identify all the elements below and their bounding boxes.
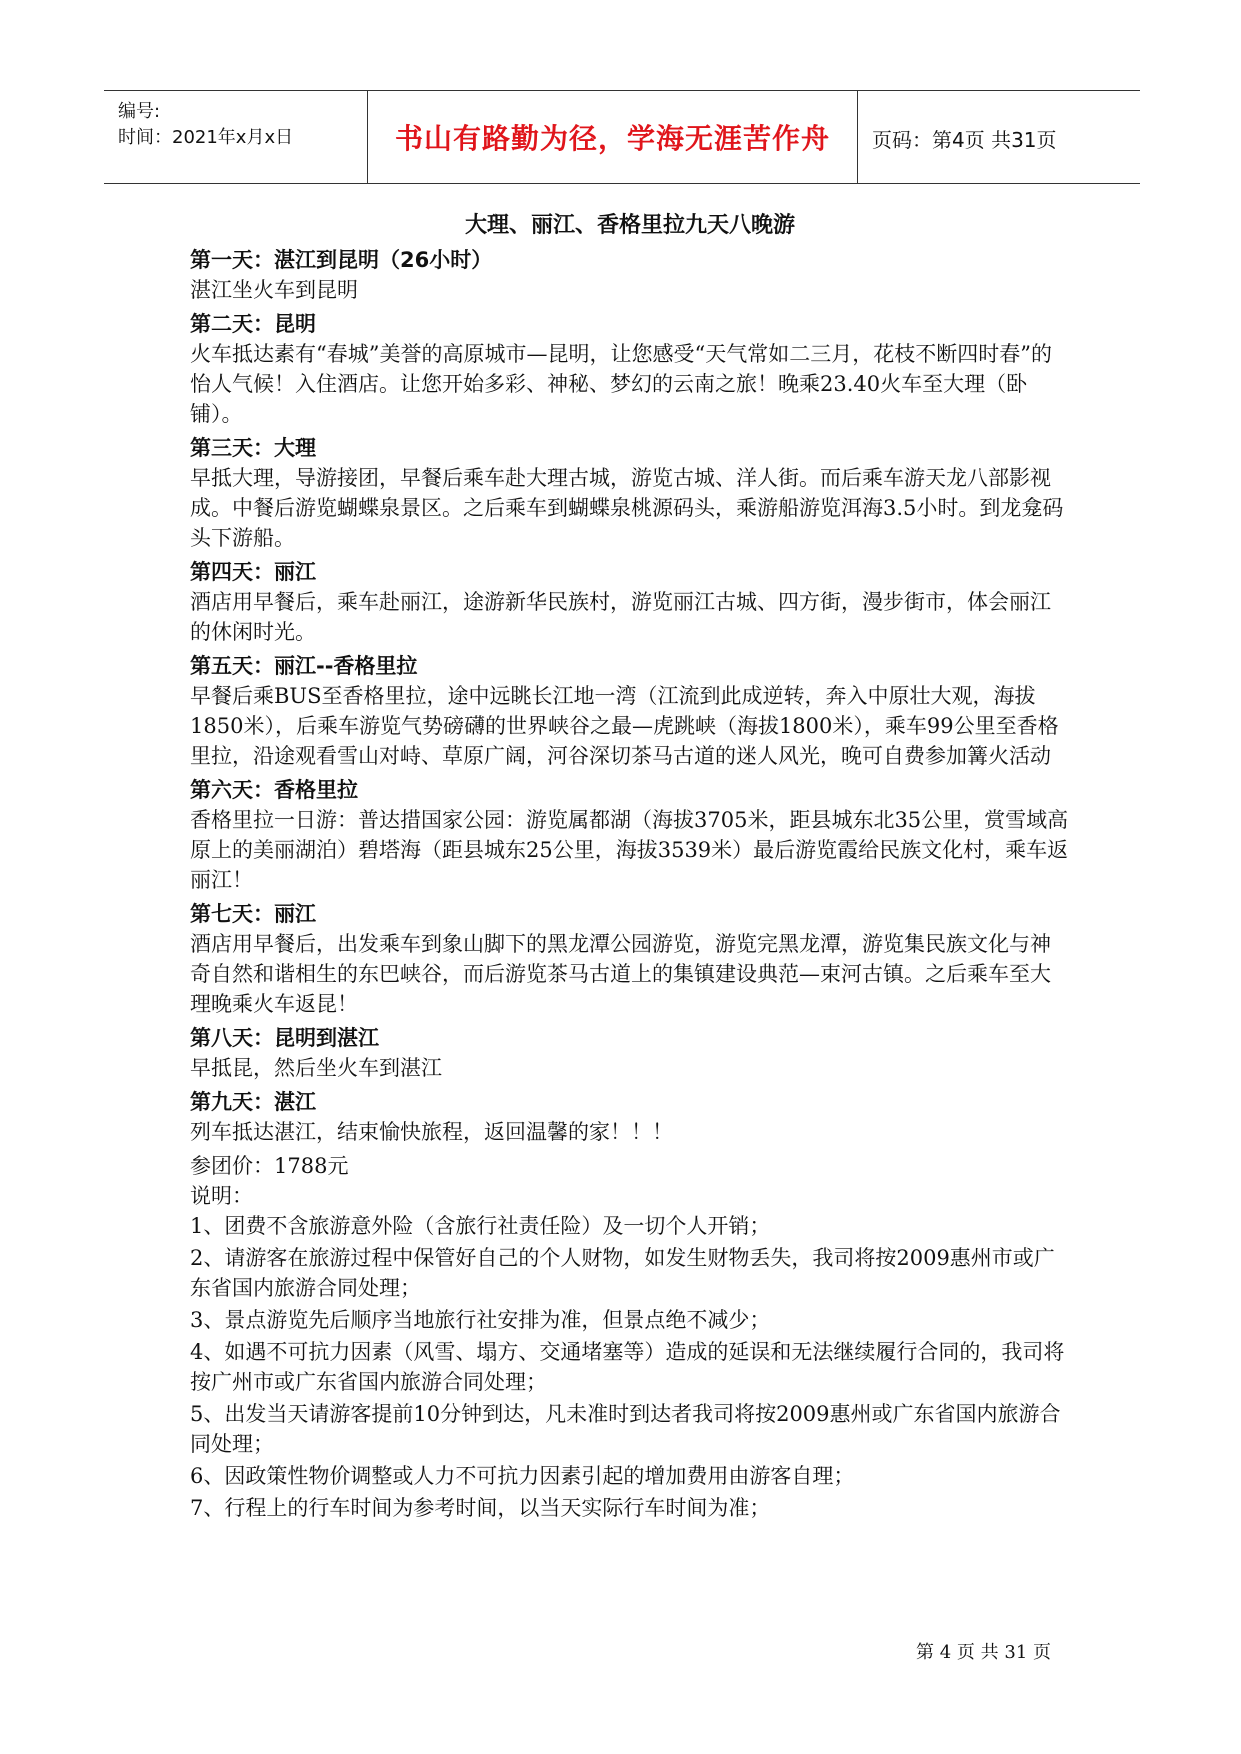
day-description: 早餐后乘BUS至香格里拉，途中远眺长江地一湾（江流到此成逆转，奔入中原壮大观，海拔1850米），后乘车游览气势磅礴的世界峡谷之最—虎跳峡（海拔1800米），乘车99公里至香格里拉，沿途观看雪山对峙、草原广阔，河谷深切茶马古道的迷人风光，晚可自费参加篝火活动 — [190, 684, 1059, 768]
day-description: 早抵大理，导游接团，早餐后乘车赴大理古城，游览古城、洋人街。而后乘车游天龙八部影视成。中餐后游览蝴蝶泉景区。之后乘车到蝴蝶泉桃源码头，乘游船游览洱海3.5小时。到龙龛码头下游船。 — [190, 466, 1064, 550]
itinerary-day — [190, 651, 1070, 771]
header-motto-cell — [368, 91, 858, 183]
itinerary-day — [190, 1087, 1070, 1147]
note-item: 2、请游客在旅游过程中保管好自己的个人财物，如发生财物丢失，我司将按2009惠州市或广东省国内旅游合同处理； — [190, 1246, 1055, 1300]
day-description: 酒店用早餐后，出发乘车到象山脚下的黑龙潭公园游览，游览完黑龙潭，游览集民族文化与神奇自然和谐相生的东巴峡谷，而后游览茶马古道上的集镇建设典范—束河古镇。之后乘车至大理晚乘火车返昆！ — [190, 932, 1051, 1016]
header-page-cell — [858, 91, 1140, 183]
page-header — [104, 90, 1140, 184]
itinerary-day — [190, 1023, 1070, 1083]
itinerary-day — [190, 899, 1070, 1019]
header-page-number: 页码：第4页 共31页 — [872, 128, 1057, 152]
itinerary — [190, 245, 1070, 1147]
day-title: 第一天：湛江到昆明（26小时） — [190, 248, 493, 272]
note-item: 7、行程上的行车时间为参考时间，以当天实际行车时间为准； — [190, 1496, 771, 1520]
header-meta — [104, 91, 368, 183]
notes-list — [190, 1211, 1070, 1523]
day-title: 第七天：丽江 — [190, 902, 316, 926]
day-description: 火车抵达素有“春城”美誉的高原城市—昆明，让您感受“天气常如二三月，花枝不断四时春”的怡人气候！入住酒店。让您开始多彩、神秘、梦幻的云南之旅！晚乘23.40火车至大理（卧铺）。 — [190, 342, 1052, 426]
document-body — [190, 208, 1070, 1525]
day-title: 第六天：香格里拉 — [190, 778, 358, 802]
notes-label: 说明： — [190, 1184, 253, 1208]
itinerary-day — [190, 245, 1070, 305]
day-title: 第二天：昆明 — [190, 312, 316, 336]
day-description: 香格里拉一日游：普达措国家公园：游览属都湖（海拔3705米，距县城东北35公里，赏雪域高原上的美丽湖泊）碧塔海（距县城东25公里，海拔3539米）最后游览霞给民族文化村，乘车返丽江！ — [190, 808, 1069, 892]
document-number-label: 编号: — [118, 101, 161, 122]
day-description: 酒店用早餐后，乘车赴丽江，途游新华民族村，游览丽江古城、四方街，漫步街市，体会丽江的休闲时光。 — [190, 590, 1051, 644]
day-title: 第四天：丽江 — [190, 560, 316, 584]
price-line: 参团价：1788元 — [190, 1154, 349, 1178]
day-title: 第五天：丽江--香格里拉 — [190, 654, 418, 678]
itinerary-day — [190, 433, 1070, 553]
document-time-label: 时间：2021年x月x日 — [118, 127, 294, 148]
page-footer: 第 4 页 共 31 页 — [916, 1642, 1051, 1663]
day-description: 早抵昆，然后坐火车到湛江 — [190, 1056, 442, 1080]
note-item: 3、景点游览先后顺序当地旅行社安排为准，但景点绝不减少； — [190, 1308, 771, 1332]
day-description: 列车抵达湛江，结束愉快旅程，返回温馨的家！！！ — [190, 1120, 673, 1144]
day-title: 第八天：昆明到湛江 — [190, 1026, 379, 1050]
day-title: 第三天：大理 — [190, 436, 316, 460]
itinerary-day — [190, 557, 1070, 647]
document-title: 大理、丽江、香格里拉九天八晚游 — [464, 213, 795, 238]
day-description: 湛江坐火车到昆明 — [190, 278, 358, 302]
note-item: 4、如遇不可抗力因素（风雪、塌方、交通堵塞等）造成的延误和无法继续履行合同的，我司将按广州市或广东省国内旅游合同处理； — [190, 1340, 1065, 1394]
day-title: 第九天：湛江 — [190, 1090, 316, 1114]
note-item: 6、因政策性物价调整或人力不可抗力因素引起的增加费用由游客自理； — [190, 1464, 855, 1488]
note-item: 5、出发当天请游客提前10分钟到达，凡未准时到达者我司将按2009惠州或广东省国内旅游合同处理； — [190, 1402, 1061, 1456]
itinerary-day — [190, 309, 1070, 429]
itinerary-day — [190, 775, 1070, 895]
note-item: 1、团费不含旅游意外险（含旅行社责任险）及一切个人开销； — [190, 1214, 771, 1238]
header-motto: 书山有路勤为径，学海无涯苦作舟 — [394, 122, 830, 155]
